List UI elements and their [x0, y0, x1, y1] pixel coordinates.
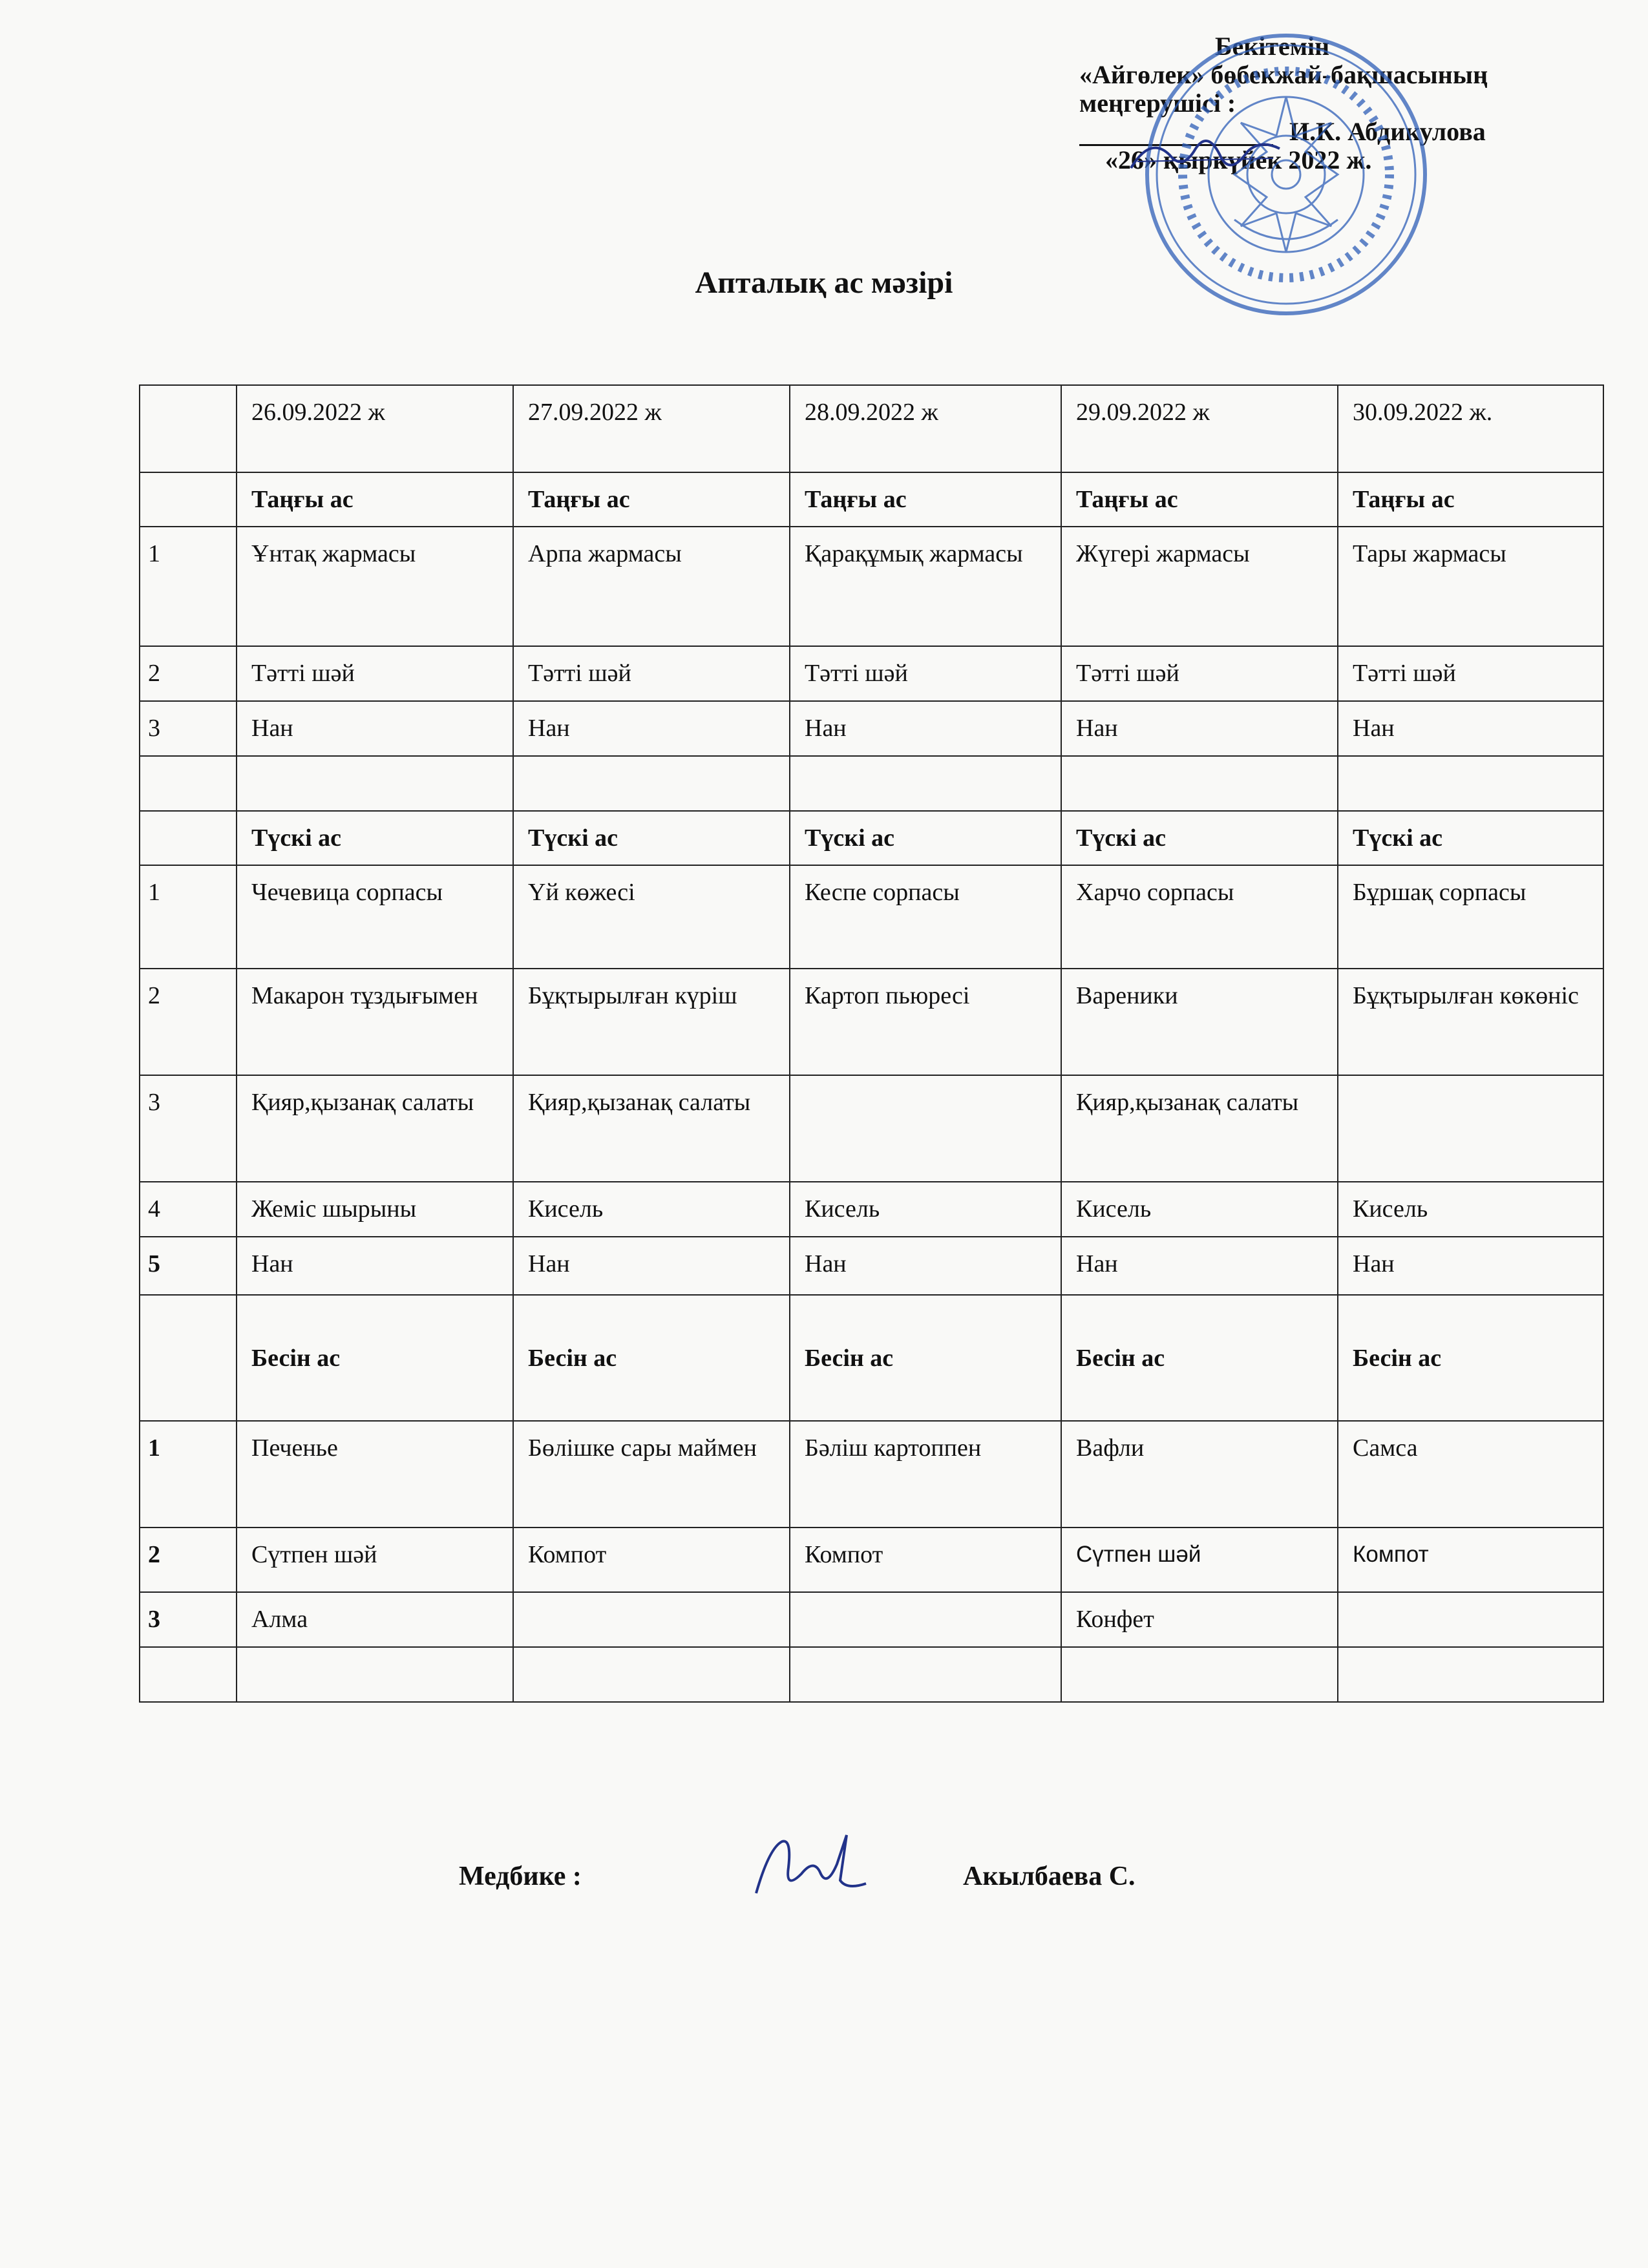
empty-cell [140, 811, 237, 865]
menu-item: Компот [1338, 1528, 1603, 1592]
empty-cell [790, 756, 1061, 811]
meal-header: Бесін ас [237, 1295, 513, 1421]
approval-org: «Айгөлек» бөбекжай-бақшасының [1079, 60, 1488, 89]
menu-item: Тәтті шәй [1338, 646, 1603, 701]
menu-item: Кисель [1061, 1182, 1338, 1237]
menu-item: Чечевица сорпасы [237, 865, 513, 969]
meal-header: Таңғы ас [1061, 472, 1338, 527]
menu-item: Сүтпен шәй [1061, 1528, 1338, 1592]
menu-item: Арпа жармасы [513, 527, 790, 646]
table-row [140, 969, 1603, 1075]
row-number: 2 [140, 969, 237, 1075]
empty-cell [790, 1647, 1061, 1702]
menu-item: Тары жармасы [1338, 527, 1603, 646]
menu-item: Нан [1061, 1237, 1338, 1295]
meal-header: Бесін ас [1338, 1295, 1603, 1421]
menu-item [513, 1592, 790, 1647]
empty-cell [1061, 1647, 1338, 1702]
table-row [140, 1182, 1603, 1237]
empty-cell [1338, 1647, 1603, 1702]
row-number: 3 [140, 1592, 237, 1647]
menu-item: Нан [513, 1237, 790, 1295]
menu-item [790, 1075, 1061, 1182]
menu-item: Картоп пьюресі [790, 969, 1061, 1075]
row-number: 3 [140, 701, 237, 756]
row-number: 2 [140, 646, 237, 701]
menu-item: Компот [790, 1528, 1061, 1592]
approval-date: «26» қыркүйек 2022 ж. [1105, 145, 1372, 174]
menu-item: Қияр,қызанақ салаты [513, 1075, 790, 1182]
menu-item: Нан [1338, 701, 1603, 756]
approval-name: И.К. Абдикулова [1289, 117, 1486, 146]
empty-cell [513, 756, 790, 811]
menu-item: Бәліш картоппен [790, 1421, 1061, 1528]
menu-item: Тәтті шәй [513, 646, 790, 701]
meal-header: Түскі ас [513, 811, 790, 865]
menu-item: Бұршақ сорпасы [1338, 865, 1603, 969]
meal-header: Таңғы ас [1338, 472, 1603, 527]
row-number: 2 [140, 1528, 237, 1592]
empty-cell [1061, 756, 1338, 811]
approval-position: меңгерушісі : [1079, 89, 1236, 118]
spacer-row [140, 1647, 1603, 1702]
meal-header: Түскі ас [237, 811, 513, 865]
menu-item: Алма [237, 1592, 513, 1647]
menu-item: Бөлішке сары маймен [513, 1421, 790, 1528]
row-number: 1 [140, 527, 237, 646]
menu-item: Сүтпен шәй [237, 1528, 513, 1592]
menu-item: Кисель [513, 1182, 790, 1237]
menu-item: Нан [237, 1237, 513, 1295]
table-row [140, 701, 1603, 756]
table-row [140, 1237, 1603, 1295]
menu-item: Үй көжесі [513, 865, 790, 969]
menu-item: Тәтті шәй [1061, 646, 1338, 701]
menu-item: Бұқтырылған көкөніс [1338, 969, 1603, 1075]
empty-cell [140, 1295, 237, 1421]
date-cell: 30.09.2022 ж. [1338, 385, 1603, 472]
menu-item: Печенье [237, 1421, 513, 1528]
menu-item: Нан [790, 1237, 1061, 1295]
menu-item: Компот [513, 1528, 790, 1592]
meal-header: Таңғы ас [790, 472, 1061, 527]
empty-cell [140, 385, 237, 472]
meal-header: Бесін ас [1061, 1295, 1338, 1421]
nurse-name: Акылбаева С. [963, 1862, 1136, 1891]
menu-item: Макарон тұздығымен [237, 969, 513, 1075]
row-number: 3 [140, 1075, 237, 1182]
menu-item: Самса [1338, 1421, 1603, 1528]
menu-item: Тәтті шәй [237, 646, 513, 701]
empty-cell [140, 1647, 237, 1702]
breakfast-header-row [140, 472, 1603, 527]
menu-item: Қияр,қызанақ салаты [237, 1075, 513, 1182]
empty-cell [513, 1647, 790, 1702]
spacer-row [140, 756, 1603, 811]
head-signature-icon [1125, 123, 1286, 194]
menu-item: Кеспе сорпасы [790, 865, 1061, 969]
row-number: 1 [140, 1421, 237, 1528]
menu-item: Кисель [790, 1182, 1061, 1237]
table-row [140, 646, 1603, 701]
table-row [140, 527, 1603, 646]
snack-header-row [140, 1295, 1603, 1421]
meal-header: Таңғы ас [237, 472, 513, 527]
table-row [140, 1592, 1603, 1647]
menu-item: Жүгері жармасы [1061, 527, 1338, 646]
lunch-header-row [140, 811, 1603, 865]
menu-item: Харчо сорпасы [1061, 865, 1338, 969]
empty-cell [237, 756, 513, 811]
meal-header: Бесін ас [790, 1295, 1061, 1421]
meal-header: Таңғы ас [513, 472, 790, 527]
menu-item: Нан [790, 701, 1061, 756]
menu-item [790, 1592, 1061, 1647]
menu-item: Қарақұмық жармасы [790, 527, 1061, 646]
empty-cell [140, 756, 237, 811]
table-row [140, 1075, 1603, 1182]
date-cell: 27.09.2022 ж [513, 385, 790, 472]
menu-item: Жеміс шырыны [237, 1182, 513, 1237]
menu-item: Вареники [1061, 969, 1338, 1075]
table-row [140, 865, 1603, 969]
menu-item: Конфет [1061, 1592, 1338, 1647]
menu-item [1338, 1592, 1603, 1647]
row-number: 1 [140, 865, 237, 969]
meal-header: Түскі ас [790, 811, 1061, 865]
menu-item: Вафли [1061, 1421, 1338, 1528]
menu-item: Ұнтақ жармасы [237, 527, 513, 646]
menu-item: Бұқтырылған күріш [513, 969, 790, 1075]
date-cell: 29.09.2022 ж [1061, 385, 1338, 472]
menu-item: Кисель [1338, 1182, 1603, 1237]
menu-item: Тәтті шәй [790, 646, 1061, 701]
empty-cell [237, 1647, 513, 1702]
row-number: 5 [140, 1237, 237, 1295]
empty-cell [140, 472, 237, 527]
table-row [140, 1528, 1603, 1592]
menu-item: Нан [237, 701, 513, 756]
dates-row [140, 385, 1603, 472]
menu-item: Нан [513, 701, 790, 756]
menu-item: Қияр,қызанақ салаты [1061, 1075, 1338, 1182]
table-row [140, 1421, 1603, 1528]
menu-item [1338, 1075, 1603, 1182]
document-title: Апталық ас мәзірі [695, 266, 953, 300]
meal-header: Түскі ас [1061, 811, 1338, 865]
menu-item: Нан [1061, 701, 1338, 756]
date-cell: 26.09.2022 ж [237, 385, 513, 472]
nurse-label: Медбике : [459, 1862, 582, 1891]
meal-header: Түскі ас [1338, 811, 1603, 865]
empty-cell [1338, 756, 1603, 811]
date-cell: 28.09.2022 ж [790, 385, 1061, 472]
meal-header: Бесін ас [513, 1295, 790, 1421]
approval-title: Бекітемін [1215, 32, 1330, 61]
row-number: 4 [140, 1182, 237, 1237]
nurse-signature-icon [743, 1829, 872, 1913]
menu-table [139, 384, 1604, 1703]
menu-item: Нан [1338, 1237, 1603, 1295]
